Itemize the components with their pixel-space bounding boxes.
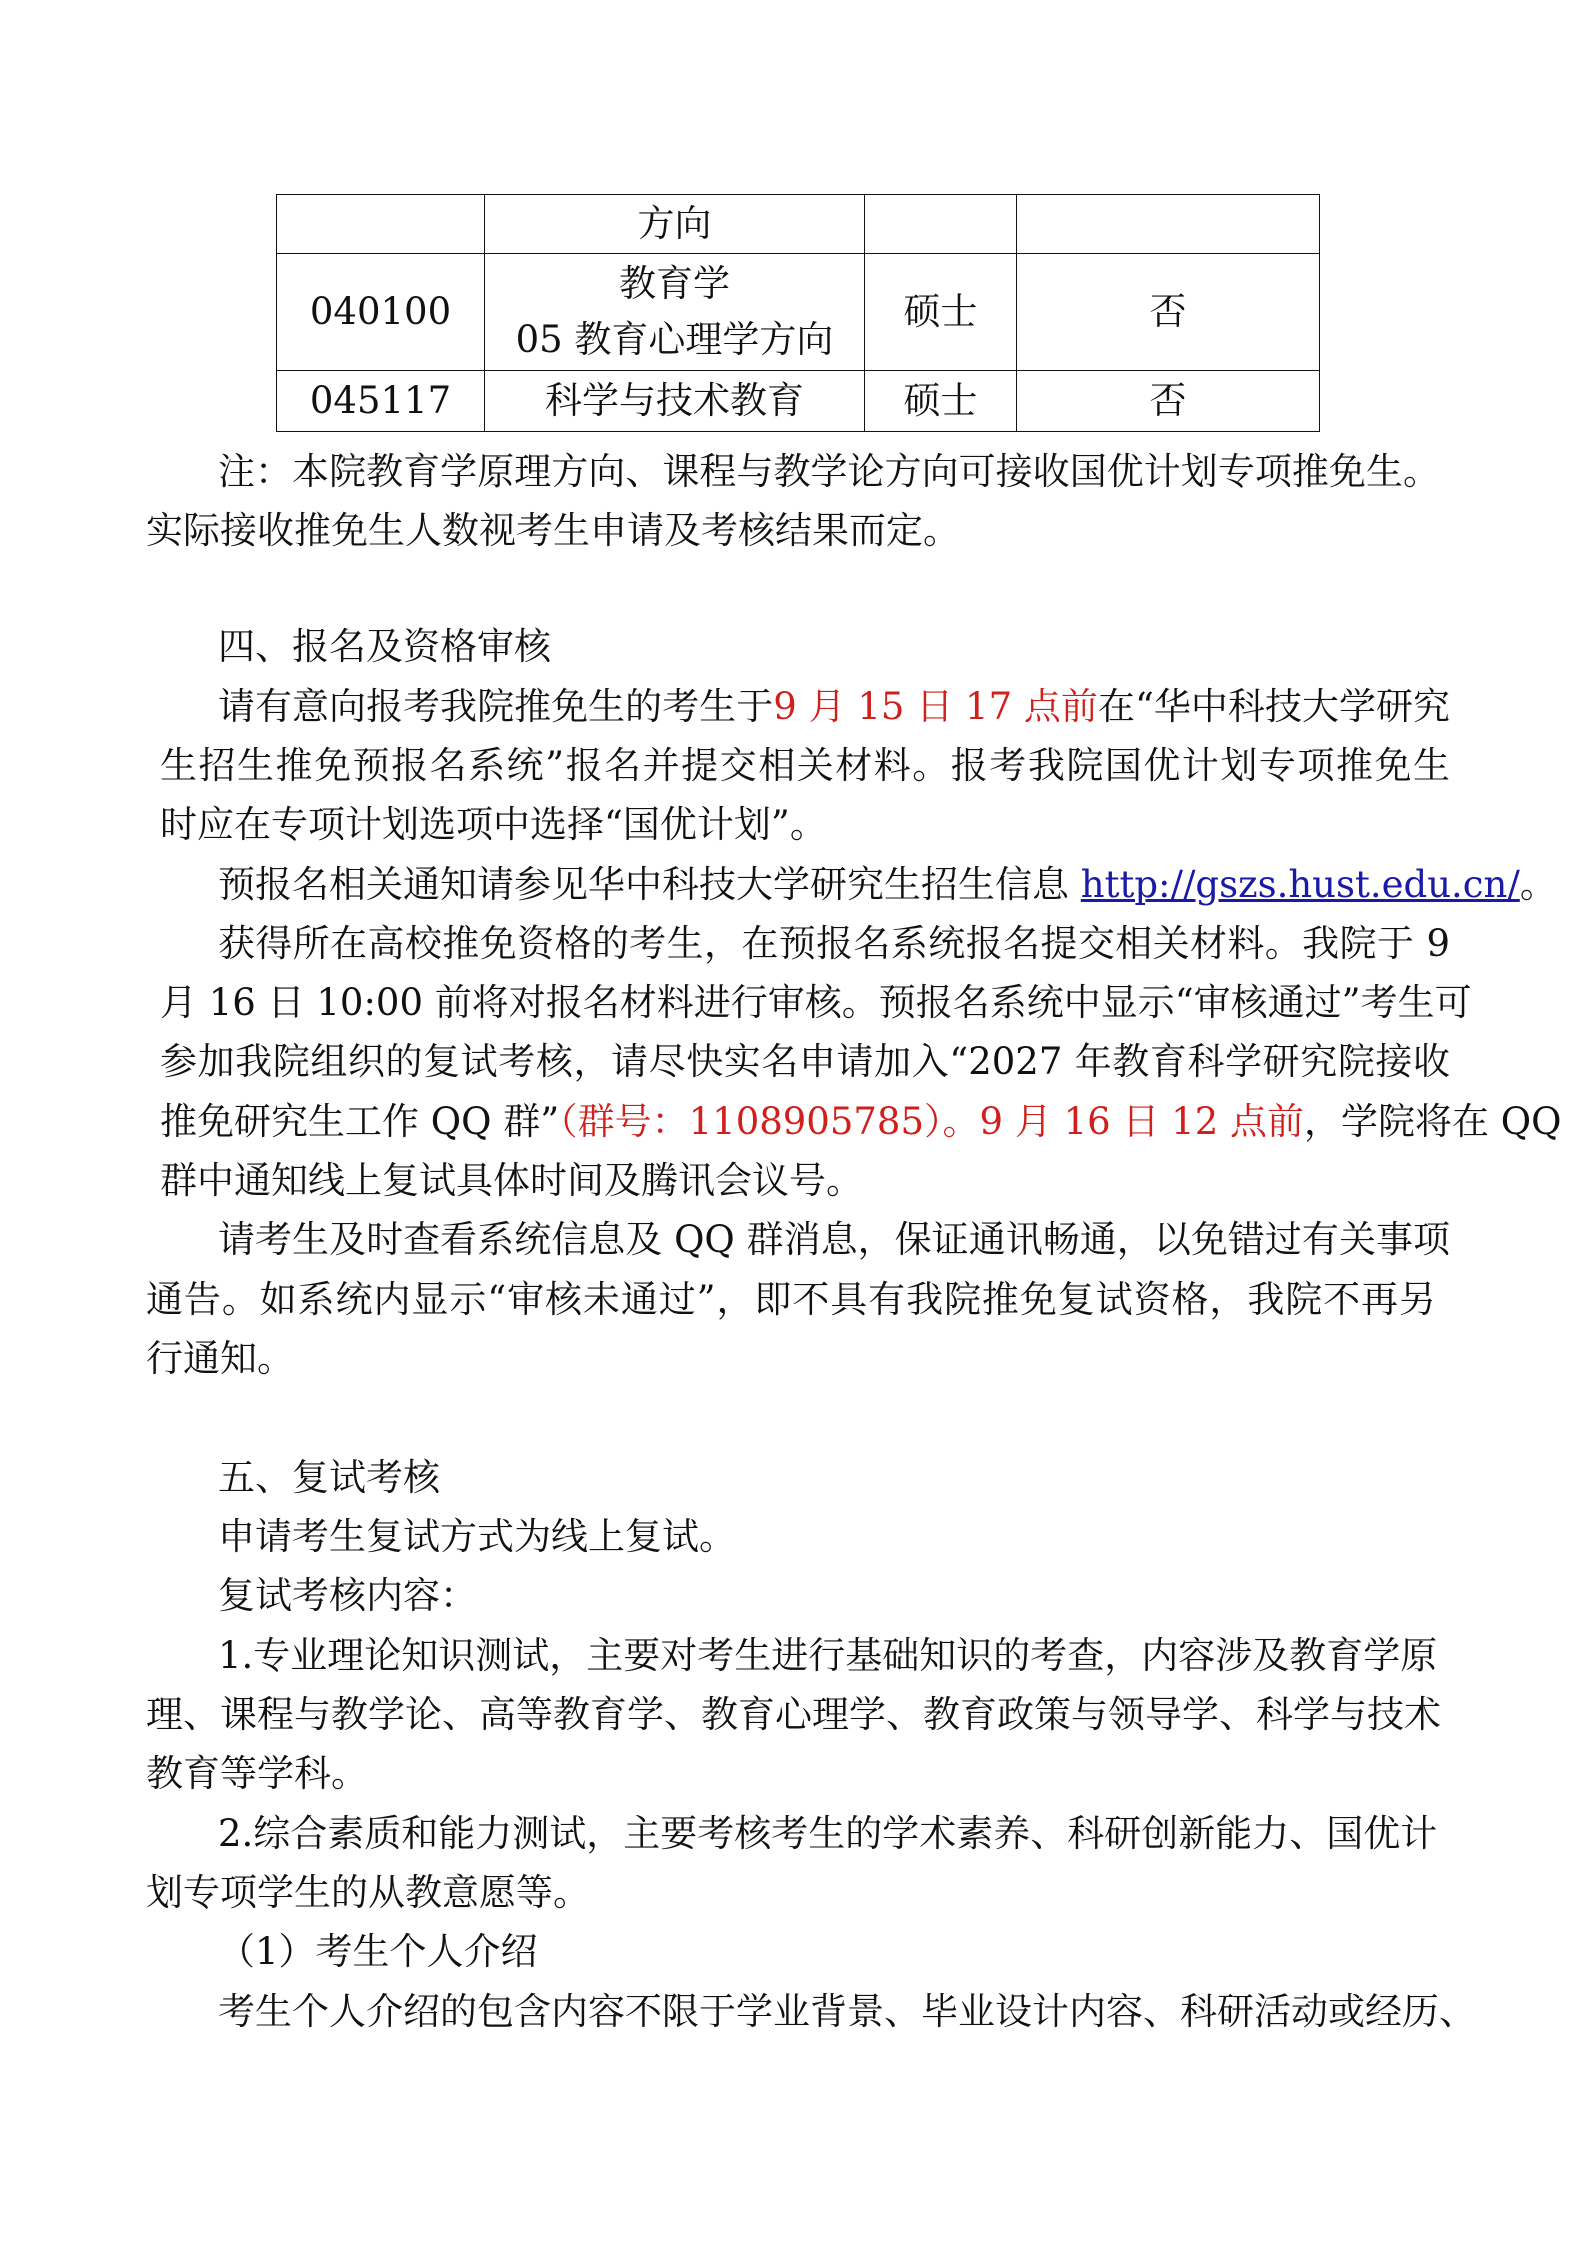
table-cell-program: 科学与技术教育 <box>485 371 865 432</box>
table-cell-code: 040100 <box>277 254 485 371</box>
deadline-highlight: 9 月 15 日 17 点前 <box>773 685 1098 728</box>
table-cell-degree: 硕士 <box>865 254 1017 371</box>
s5-p1: 申请考生复试方式为线上复试。 <box>218 1515 736 1558</box>
s4-p4-line-3: 行通知。 <box>146 1337 294 1380</box>
s4-p3-line-3: 参加我院组织的复试考核，请尽快实名申请加入“2027 年教育科学研究院接收 <box>160 1040 1450 1083</box>
section-5-heading: 五、复试考核 <box>218 1456 440 1499</box>
table-cell-program <box>485 254 865 371</box>
s5-item2-line-2: 划专项学生的从教意愿等。 <box>146 1871 590 1914</box>
table-row <box>277 254 1320 371</box>
s5-sub1-text: 考生个人介绍的包含内容不限于学业背景、毕业设计内容、科研活动或经历、 <box>218 1990 1476 2033</box>
s4-p1-line-3: 时应在专项计划选项中选择“国优计划”。 <box>160 803 827 846</box>
s5-item1-line-1: 1.专业理论知识测试，主要对考生进行基础知识的考查，内容涉及教育学原 <box>218 1634 1438 1677</box>
s4-p3-line-2: 月 16 日 10:00 前将对报名材料进行审核。预报名系统中显示“审核通过”考生可 <box>160 981 1472 1024</box>
s4-p3-line-5: 群中通知线上复试具体时间及腾讯会议号。 <box>160 1159 863 1202</box>
table-cell-degree <box>865 195 1017 254</box>
program-table <box>276 194 1320 432</box>
s5-item1-line-2: 理、课程与教学论、高等教育学、教育心理学、教育政策与领导学、科学与技术 <box>146 1693 1441 1736</box>
table-cell-code: 045117 <box>277 371 485 432</box>
table-cell-degree: 硕士 <box>865 371 1017 432</box>
table-row <box>277 371 1320 432</box>
s4-p2-line <box>218 857 1557 913</box>
s4-p1-text: 请有意向报考我院推免生的考生于 <box>218 685 774 728</box>
s4-p3-line-4 <box>160 1094 1562 1150</box>
s4-p1-line-2: 生招生推免预报名系统”报名并提交相关材料。报考我院国优计划专项推免生 <box>160 744 1450 787</box>
hust-admissions-link[interactable]: http://gszs.hust.edu.cn/ <box>1080 863 1520 906</box>
section-4-heading: 四、报名及资格审核 <box>218 625 551 668</box>
table-cell-code <box>277 195 485 254</box>
s5-item2-line-1: 2.综合素质和能力测试，主要考核考生的学术素养、科研创新能力、国优计 <box>218 1812 1438 1855</box>
s4-p1-line-1 <box>218 679 1450 735</box>
s4-p2-text: 。 <box>1519 863 1557 906</box>
table-row <box>277 195 1320 254</box>
table-cell-program: 方向 <box>485 195 865 254</box>
note-line-2: 实际接收推免生人数视考生申请及考核结果而定。 <box>146 509 960 552</box>
s5-p2: 复试考核内容： <box>218 1574 477 1617</box>
table-cell-special-plan <box>1017 195 1320 254</box>
s4-p3-text: ，学院将在 QQ <box>1304 1100 1562 1143</box>
qq-group-highlight: （群号：1108905785）。9 月 16 日 12 点前 <box>559 1100 1305 1143</box>
s5-item1-line-3: 教育等学科。 <box>146 1752 368 1795</box>
s4-p4-line-1: 请考生及时查看系统信息及 QQ 群消息，保证通讯畅通，以免错过有关事项 <box>218 1218 1450 1261</box>
s4-p3-text: 推免研究生工作 QQ 群” <box>160 1100 560 1143</box>
s5-sub1-heading: （1）考生个人介绍 <box>218 1930 538 1973</box>
note-line-1: 注：本院教育学原理方向、课程与教学论方向可接收国优计划专项推免生。 <box>218 450 1440 493</box>
table-cell-special-plan: 否 <box>1017 254 1320 371</box>
s4-p3-line-1: 获得所在高校推免资格的考生，在预报名系统报名提交相关材料。我院于 9 <box>218 922 1450 965</box>
program-direction: 05 教育心理学方向 <box>515 318 834 361</box>
table-cell-special-plan: 否 <box>1017 371 1320 432</box>
s4-p1-text: 在“华中科技大学研究 <box>1097 685 1451 728</box>
program-name: 教育学 <box>619 262 730 305</box>
s4-p2-text: 预报名相关通知请参见华中科技大学研究生招生信息 <box>218 863 1081 906</box>
s4-p4-line-2: 通告。如系统内显示“审核未通过”，即不具有我院推免复试资格，我院不再另 <box>146 1278 1436 1321</box>
